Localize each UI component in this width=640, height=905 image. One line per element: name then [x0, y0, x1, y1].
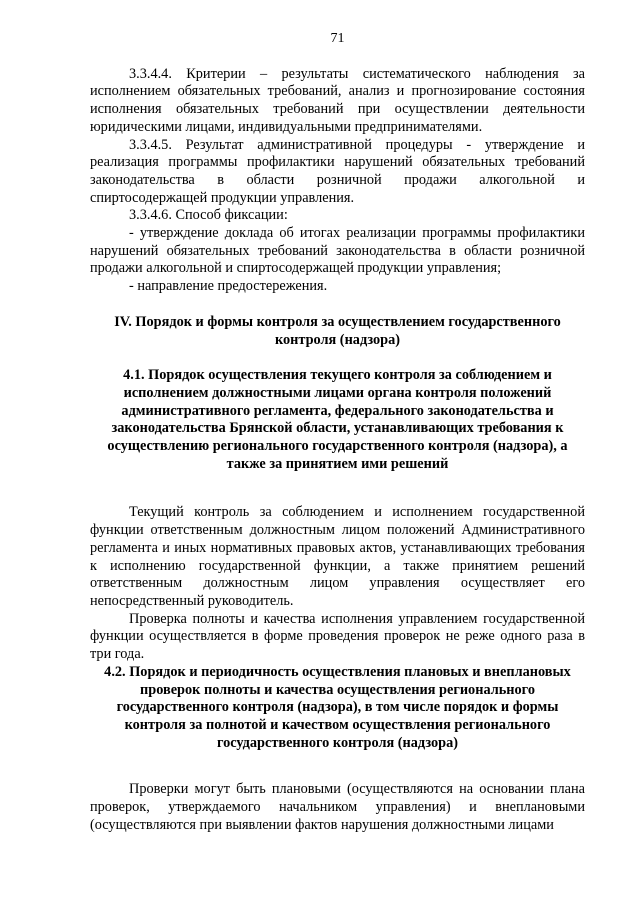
paragraph-fixation-method: 3.3.4.6. Способ фиксации: [129, 207, 288, 224]
paragraph-current-control: Текущий контроль за соблюдением и исполнением государственной функции ответственным должностным лицом положений Административного регламента и иных нормативных правовых актов, устанавливающих требования к исполнению государственной функции, а также принятием решений ответственным должностным лицом управления осуществляет его непосредственный руководитель. [90, 504, 585, 609]
document-page [90, 30, 585, 834]
subsection-1-heading: 4.1. Порядок осуществления текущего контроля за соблюдением и исполнением должностными лицами органа контроля положений административного регламента, федерального законодательства и законодательства Брянской области, устанавливающих требования к осуществлению регионального государственного контроля (надзора), а также за принятием ими решений [107, 367, 568, 472]
paragraph-fixation-report: - утверждение доклада об итогах реализации программы профилактики нарушений обязательных требований законодательства в области розничной продажи алкогольной и спиртосодержащей продукции управления; [90, 225, 585, 277]
paragraph-fixation-warning: - направление предостережения. [129, 278, 328, 295]
paragraph-result: 3.3.4.5. Результат административной процедуры - утверждение и реализация программы профилактики нарушений обязательных требований законодательства в области розничной продажи алкогольной и спиртосодержащей продукции управления. [90, 136, 585, 206]
paragraph-inspection-frequency: Проверка полноты и качества исполнения управлением государственной функции осуществляется в форме проведения проверок не реже одного раза в три года. [90, 610, 585, 663]
subsection-2-heading: 4.2. Порядок и периодичность осуществления плановых и внеплановых проверок полноты и качества осуществления регионального государственного контроля (надзора), в том числе порядок и формы контроля за полнотой и качеством осуществления регионального государственного контроля (надзора) [104, 663, 571, 751]
page-number: 71 [330, 31, 345, 46]
section-heading: IV. Порядок и формы контроля за осуществлением государственного контроля (надзора) [114, 313, 561, 348]
paragraph-inspections-types: Проверки могут быть плановыми (осуществляются на основании плана проверок, утверждаемого начальником управления) и внеплановыми (осуществляются при выявлении фактов нарушения должностными лицами [90, 781, 585, 833]
paragraph-criteria: 3.3.4.4. Критерии – результаты систематического наблюдения за исполнением обязательных требований, анализ и прогнозирование состояния исполнения обязательных требований при осуществлении деятельности юридическими лицами, индивидуальными предпринимателями. [90, 65, 585, 135]
